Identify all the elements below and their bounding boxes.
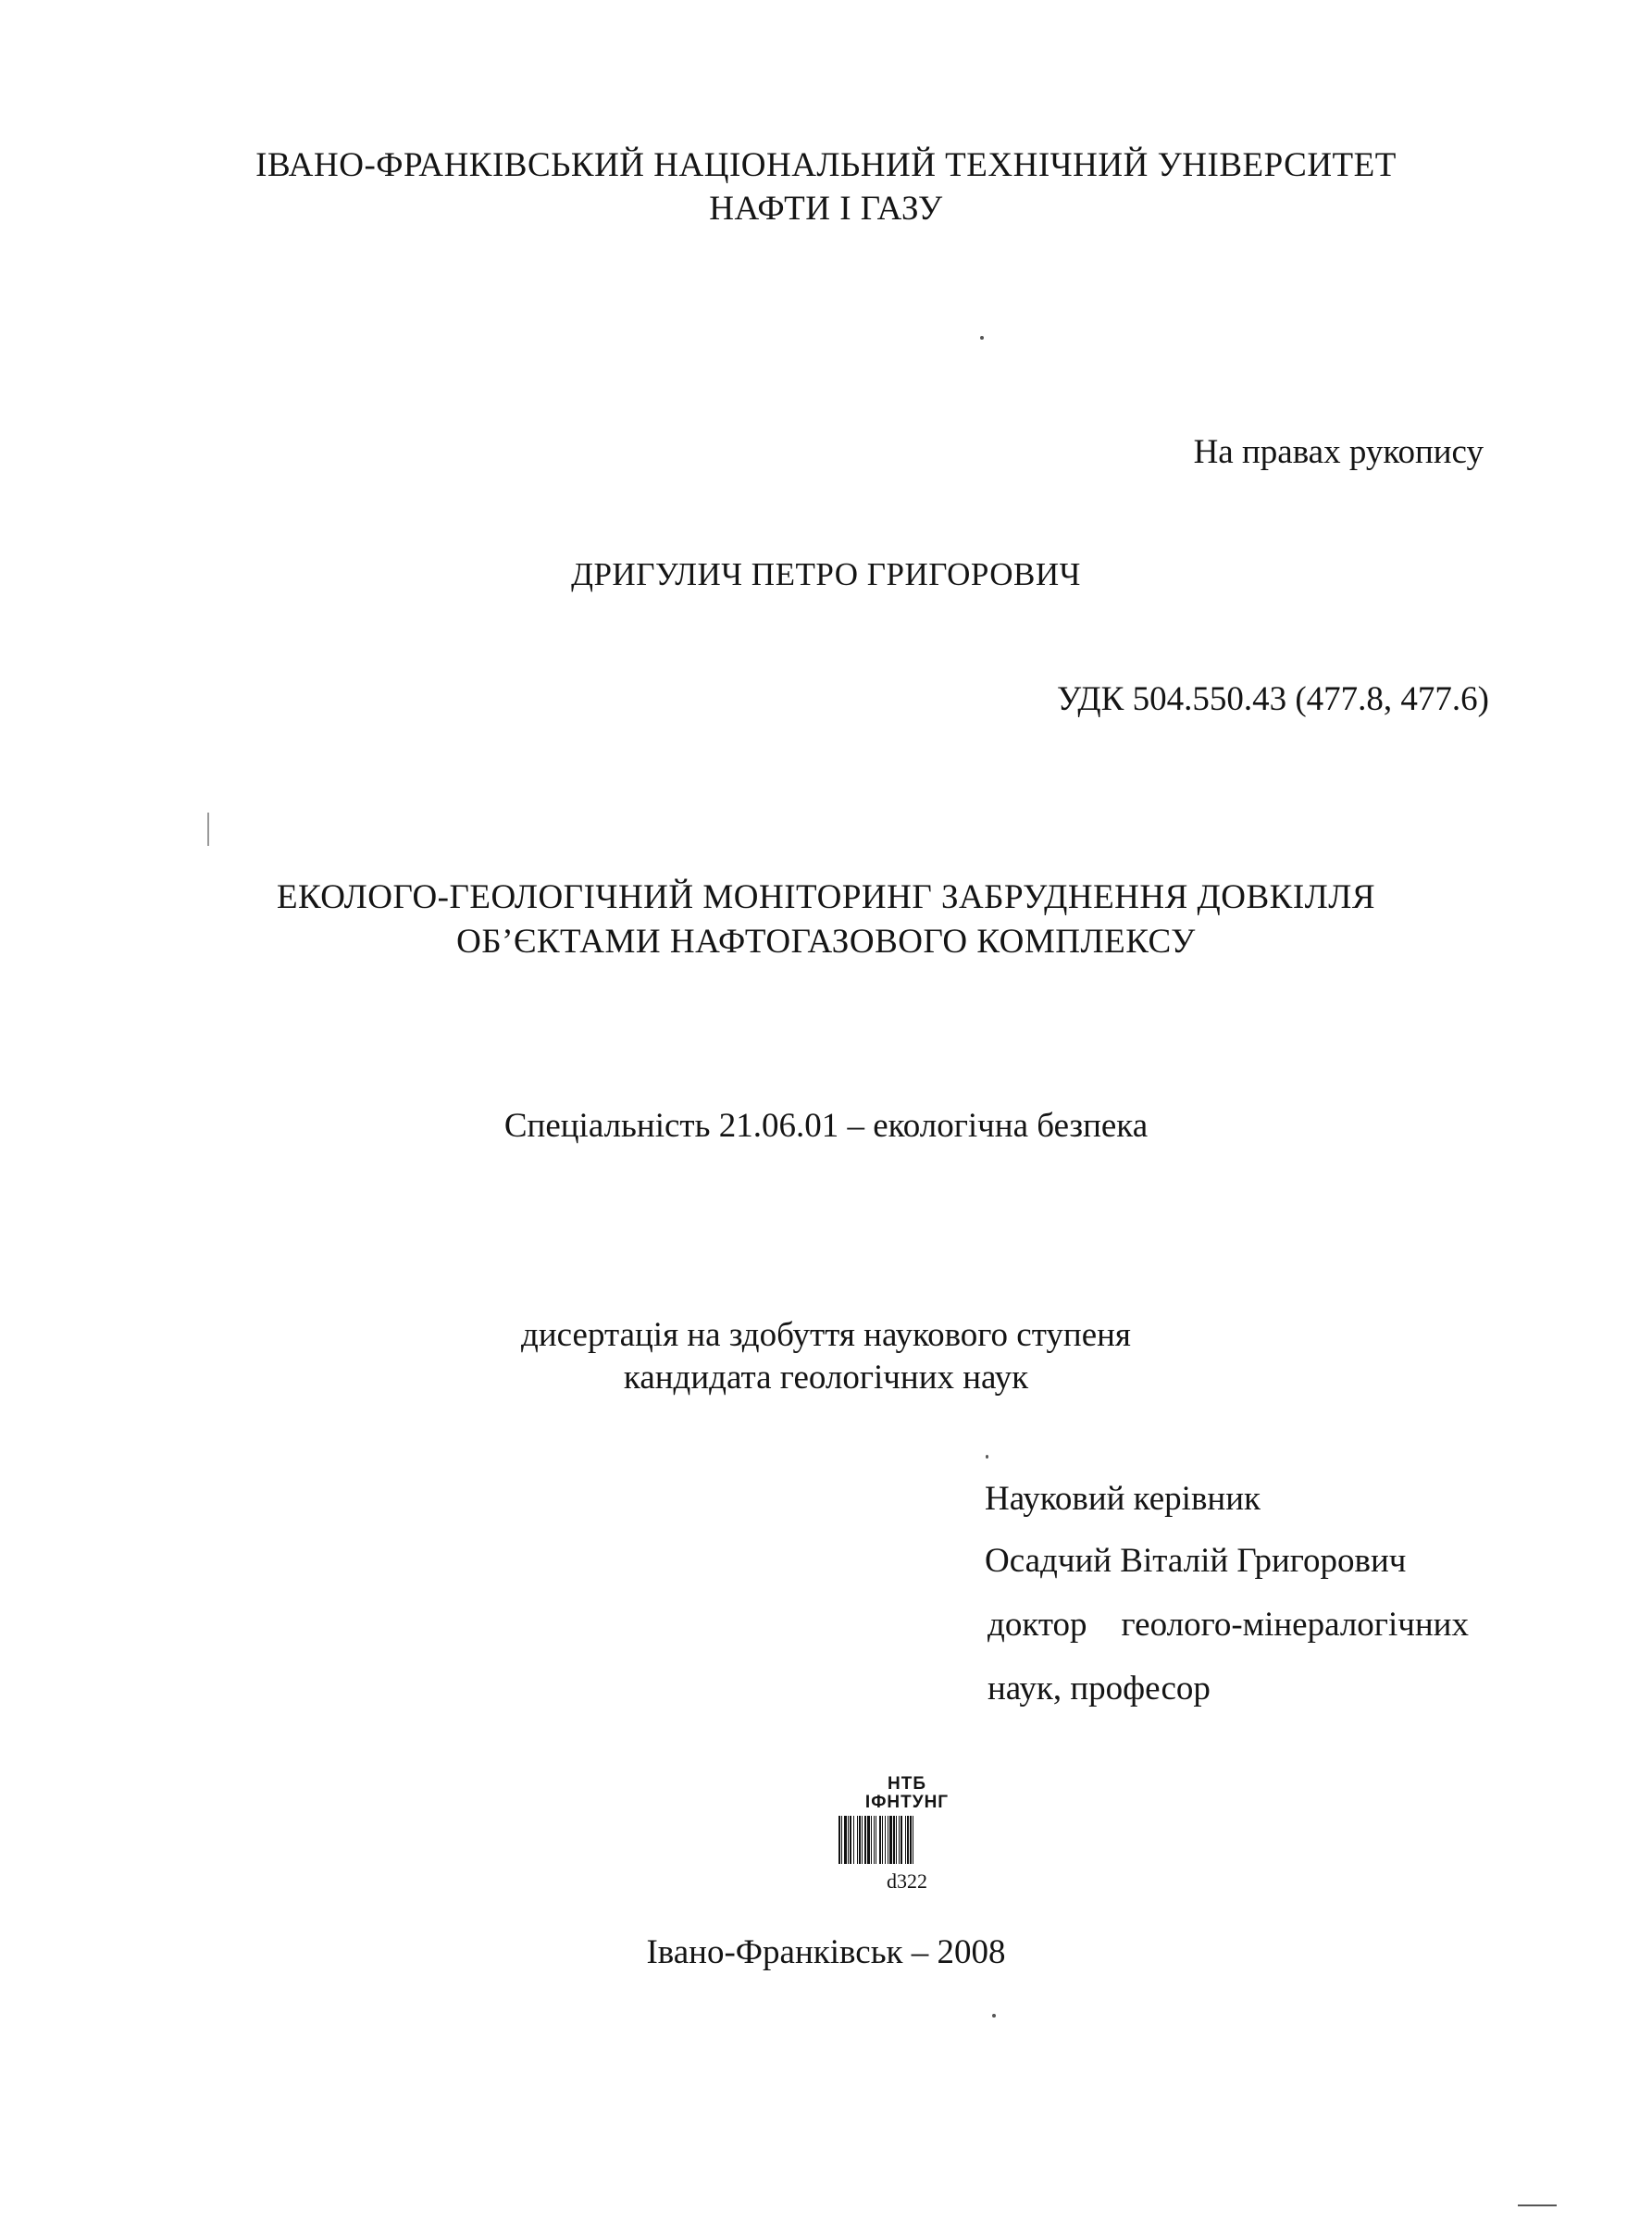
barcode-bar <box>838 1816 840 1864</box>
barcode-bar <box>841 1816 842 1864</box>
barcode-icon <box>833 1816 981 1864</box>
barcode-bar <box>874 1816 875 1864</box>
barcode-bar <box>907 1816 909 1864</box>
university-name-line2: НАФТИ І ГАЗУ <box>709 190 943 228</box>
degree-line1: дисертація на здобуття наукового ступеня <box>521 1316 1131 1354</box>
degree-line2: кандидата геологічних наук <box>623 1359 1029 1397</box>
manuscript-note: На правах рукопису <box>1193 433 1484 471</box>
barcode-bar <box>853 1816 854 1864</box>
barcode-bar <box>871 1816 872 1864</box>
barcode-bar <box>889 1816 892 1864</box>
barcode-bar <box>899 1816 900 1864</box>
barcode-bar <box>867 1816 870 1864</box>
barcode-bar <box>850 1816 851 1864</box>
udc-code: УДК 504.550.43 (477.8, 477.6) <box>1056 680 1489 718</box>
dissertation-title-line1: ЕКОЛОГО-ГЕОЛОГІЧНИЙ МОНІТОРИНГ ЗАБРУДНЕННЯ ДОВКІЛЛЯ <box>276 878 1376 916</box>
supervisor-name: Осадчий Віталій Григорович <box>985 1542 1407 1580</box>
barcode-bar <box>862 1816 863 1864</box>
barcode-bar <box>896 1816 897 1864</box>
barcode-bar <box>910 1816 912 1864</box>
supervisor-title-line1: доктор геолого-мінералогічних <box>987 1606 1469 1644</box>
scan-speck <box>992 2014 996 2018</box>
barcode-bar <box>864 1816 866 1864</box>
barcode-bar <box>901 1816 902 1864</box>
stamp-label-line2: ІФНТУНГ <box>864 1792 950 1812</box>
scan-speck <box>986 1455 988 1459</box>
library-stamp <box>824 1775 990 1894</box>
barcode-bar <box>857 1816 858 1864</box>
supervisor-role: Науковий керівник <box>985 1480 1261 1518</box>
barcode-bar <box>859 1816 861 1864</box>
barcode-bar <box>844 1816 847 1864</box>
barcode-bar <box>885 1816 886 1864</box>
barcode-bar <box>905 1816 906 1864</box>
barcode-bar <box>893 1816 895 1864</box>
city-year: Івано-Франківськ – 2008 <box>646 1933 1006 1971</box>
barcode-bar <box>882 1816 883 1864</box>
specialty-line: Спеціальність 21.06.01 – екологічна безпека <box>503 1107 1149 1145</box>
author-name: ДРИГУЛИЧ ПЕТРО ГРИГОРОВИЧ <box>571 556 1081 592</box>
stamp-code: d322 <box>887 1869 927 1893</box>
university-name-line1: ІВАНО-ФРАНКІВСЬКИЙ НАЦІОНАЛЬНИЙ ТЕХНІЧНИЙ УНІВЕРСИТЕТ <box>255 146 1397 184</box>
dissertation-title-line2: ОБ’ЄКТАМИ НАФТОГАЗОВОГО КОМПЛЕКСУ <box>456 923 1196 961</box>
supervisor-title-line2: наук, професор <box>987 1670 1211 1708</box>
stamp-label-line1: НТБ <box>888 1774 926 1794</box>
scan-corner-mark <box>1518 2204 1557 2206</box>
barcode-bar <box>848 1816 849 1864</box>
scan-margin-mark <box>207 813 209 846</box>
scan-speck <box>980 336 984 340</box>
barcode-bar <box>879 1816 881 1864</box>
